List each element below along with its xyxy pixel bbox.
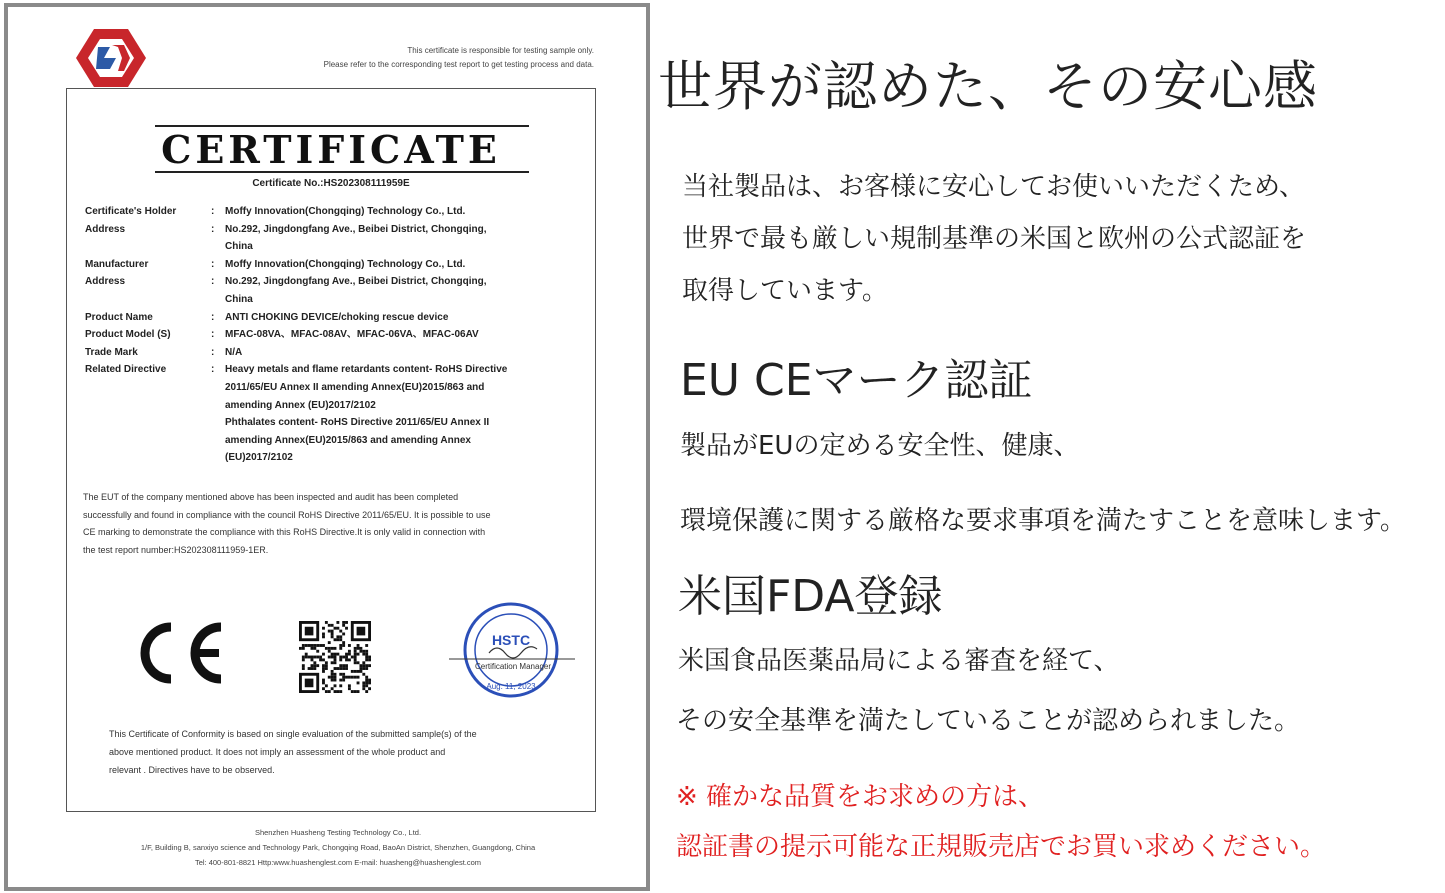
qr-module [334, 673, 337, 676]
qr-module [311, 656, 314, 659]
qr-module [334, 676, 337, 679]
qr-module [334, 656, 337, 659]
qr-module [319, 644, 322, 647]
field-row [85, 326, 585, 344]
qr-module [362, 664, 365, 667]
qr-module [342, 667, 345, 670]
qr-module [322, 679, 325, 682]
qr-module [357, 690, 360, 693]
field-colon: : [211, 364, 215, 376]
qr-module [354, 690, 357, 693]
qr-module [325, 661, 328, 664]
qr-module [331, 661, 334, 664]
qr-module [362, 653, 365, 656]
statement-line: successfully and found in compliance with the council RoHS Directive 2011/65/EU. It is possible to use [83, 509, 491, 520]
qr-module [316, 650, 319, 653]
qr-module [328, 641, 331, 644]
qr-module [336, 667, 339, 670]
qr-module [334, 679, 337, 682]
qr-module [351, 656, 354, 659]
qr-module [365, 681, 368, 684]
qr-module [336, 690, 339, 693]
field-row [85, 309, 585, 327]
qr-module [331, 679, 334, 682]
field-label: Product Name [85, 311, 153, 323]
qr-module [308, 644, 311, 647]
qr-module [348, 650, 351, 653]
field-label [85, 379, 211, 397]
qr-module [354, 676, 357, 679]
qr-module [359, 670, 362, 673]
field-colon [211, 291, 225, 309]
qr-module [345, 653, 348, 656]
field-row [85, 203, 585, 221]
qr-module [305, 653, 308, 656]
qr-module [334, 653, 337, 656]
qr-module [328, 650, 331, 653]
qr-module [368, 658, 371, 661]
inspection-statement [83, 489, 591, 559]
qr-module [325, 647, 328, 650]
qr-module [325, 684, 328, 687]
qr-module [322, 644, 325, 647]
qr-module [322, 653, 325, 656]
qr-finder [357, 627, 366, 636]
qr-module [365, 656, 368, 659]
qr-module [311, 647, 314, 650]
qr-module [365, 684, 368, 687]
qr-module [328, 656, 331, 659]
qr-module [334, 658, 337, 661]
field-label [85, 414, 211, 432]
field-value: (EU)2017/2102 [225, 452, 293, 464]
conformity-line: This Certificate of Conformity is based on single evaluation of the submitted sample(s) of the [109, 729, 477, 739]
qr-module [354, 658, 357, 661]
field-label [85, 432, 211, 450]
qr-module [339, 664, 342, 667]
qr-module [331, 633, 334, 636]
fda-heading: 米国FDA登録 [678, 571, 943, 622]
qr-module [322, 635, 325, 638]
qr-module [359, 650, 362, 653]
qr-module [336, 627, 339, 630]
conformity-line: relevant . Directives have to be observed. [109, 765, 275, 775]
qr-module [345, 658, 348, 661]
qr-module [325, 621, 328, 624]
qr-module [354, 653, 357, 656]
qr-module [311, 658, 314, 661]
qr-module [339, 647, 342, 650]
qr-module [334, 684, 337, 687]
qr-module [354, 670, 357, 673]
qr-module [331, 624, 334, 627]
qr-module [328, 647, 331, 650]
field-label [85, 238, 211, 256]
qr-module [299, 647, 302, 650]
field-label: Address [85, 276, 126, 288]
certificate-number: Certificate No.:HS202308111959E [252, 178, 410, 189]
qr-module [362, 673, 365, 676]
ce-description-line: 製品がEUの定める安全性、健康、 [680, 431, 1080, 461]
field-row [85, 291, 585, 309]
disclaimer-line: Please refer to the corresponding test report to get testing process and data. [323, 60, 594, 69]
qr-module [345, 664, 348, 667]
qr-module [365, 664, 368, 667]
qr-module [305, 644, 308, 647]
qr-module [351, 676, 354, 679]
qr-module [322, 627, 325, 630]
qr-module [339, 673, 342, 676]
testing-lab-logo [72, 27, 148, 89]
qr-module [342, 621, 345, 624]
field-row [85, 256, 585, 274]
qr-module [331, 673, 334, 676]
qr-module [348, 687, 351, 690]
disclaimer [234, 44, 594, 72]
field-value: amending Annex (EU)2017/2102 [225, 399, 376, 411]
ce-heading: EU CEマーク認証 [680, 355, 1033, 406]
field-row [85, 432, 585, 450]
field-colon: : [211, 329, 215, 341]
field-colon [211, 238, 225, 256]
qr-module [342, 679, 345, 682]
title-rule [155, 171, 529, 173]
qr-module [368, 679, 371, 682]
qr-module [316, 656, 319, 659]
qr-module [357, 653, 360, 656]
qr-module [354, 661, 357, 664]
qr-module [365, 690, 368, 693]
qr-module [342, 656, 345, 659]
field-label: Certificate's Holder [85, 206, 177, 217]
field-value: 2011/65/EU Annex II amending Annex(EU)2015/863 and [225, 381, 485, 393]
intro-line: 世界で最も厳しい規制基準の米国と欧州の公式認証を [682, 224, 1307, 254]
qr-module [331, 676, 334, 679]
qr-module [302, 667, 305, 670]
qr-module [313, 667, 316, 670]
statement-line: CE marking to demonstrate the compliance with this RoHS Directive.It is only valid in connection with [83, 527, 486, 537]
qr-module [334, 638, 337, 641]
field-row [85, 238, 585, 256]
qr-module [334, 690, 337, 693]
qr-module [316, 644, 319, 647]
field-value: China [225, 293, 253, 305]
field-value: N/A [225, 346, 243, 358]
qr-module [336, 635, 339, 638]
qr-module [319, 658, 322, 661]
footer-line: Tel: 400-801-8821 Http:www.huashenglest.com E-mail: huasheng@huashenglest.com [194, 858, 482, 867]
field-row [85, 397, 585, 415]
qr-module [339, 635, 342, 638]
qr-module [365, 644, 368, 647]
qr-module [313, 644, 316, 647]
qr-module [365, 658, 368, 661]
qr-module [351, 690, 354, 693]
qr-module [354, 650, 357, 653]
qr-module [325, 667, 328, 670]
qr-module [313, 647, 316, 650]
qr-module [322, 658, 325, 661]
intro-line: 取得しています。 [682, 276, 888, 306]
qr-module [334, 647, 337, 650]
main-heading: 世界が認めた、その安心感 [658, 55, 1318, 118]
qr-module [345, 656, 348, 659]
qr-module [359, 664, 362, 667]
qr-module [308, 656, 311, 659]
field-row [85, 221, 585, 239]
qr-module [336, 653, 339, 656]
field-value: Phthalates content- RoHS Directive 2011/65/EU Annex II [225, 417, 490, 429]
qr-finder [305, 679, 314, 688]
qr-module [331, 656, 334, 659]
qr-module [302, 644, 305, 647]
qr-module [368, 681, 371, 684]
qr-module [362, 667, 365, 670]
ce-description-line: 環境保護に関する厳格な要求事項を満たすことを意味します。 [680, 506, 1406, 536]
field-row [85, 344, 585, 362]
field-colon [211, 414, 225, 432]
qr-module [357, 647, 360, 650]
qr-module [365, 679, 368, 682]
field-label: Manufacturer [85, 258, 149, 270]
field-value: Heavy metals and flame retardants content- RoHS Directive [225, 364, 508, 376]
qr-module [357, 676, 360, 679]
qr-module [348, 658, 351, 661]
qr-module [342, 664, 345, 667]
qr-module [331, 647, 334, 650]
qr-module [302, 656, 305, 659]
qr-module [357, 644, 360, 647]
footer-line: 1/F, Building B, sanxiyo science and Technology Park, Chongqing Road, BaoAn District, Shenzhen, Guangdong, China [140, 843, 536, 852]
qr-module [322, 664, 325, 667]
field-colon: : [211, 258, 215, 270]
qr-module [342, 644, 345, 647]
qr-module [322, 670, 325, 673]
qr-module [331, 635, 334, 638]
qr-code [299, 621, 371, 693]
field-label: Related Directive [85, 364, 167, 376]
notice-line: ※ 確かな品質をお求めの方は、 [676, 782, 1045, 812]
qr-module [354, 647, 357, 650]
qr-module [336, 621, 339, 624]
qr-module [365, 650, 368, 653]
field-colon: : [211, 346, 215, 358]
qr-module [322, 633, 325, 636]
field-colon [211, 449, 225, 467]
qr-module [334, 661, 337, 664]
field-value: Moffy Innovation(Chongqing) Technology Co., Ltd. [225, 206, 466, 217]
field-colon [211, 397, 225, 415]
field-value: ANTI CHOKING DEVICE/choking rescue device [225, 311, 449, 323]
qr-module [368, 687, 371, 690]
qr-module [345, 667, 348, 670]
field-value: China [225, 241, 253, 253]
qr-module [339, 667, 342, 670]
qr-module [357, 681, 360, 684]
statement-line: The EUT of the company mentioned above has been inspected and audit has been completed [83, 492, 459, 502]
field-row [85, 414, 585, 432]
notice-line: 認証書の提示可能な正規販売店でお買い求めください。 [676, 832, 1327, 862]
ce-mark-logo [131, 621, 227, 685]
field-colon: : [211, 276, 215, 288]
field-label [85, 397, 211, 415]
qr-module [328, 690, 331, 693]
qr-module [311, 667, 314, 670]
field-row [85, 449, 585, 467]
qr-module [322, 681, 325, 684]
qr-module [339, 658, 342, 661]
conformity-line: above mentioned product. It does not imply an assessment of the whole product and [109, 747, 446, 757]
qr-module [325, 690, 328, 693]
qr-module [348, 653, 351, 656]
qr-module [368, 664, 371, 667]
fda-description-line: その安全基準を満たしていることが認められました。 [676, 706, 1301, 736]
qr-module [334, 627, 337, 630]
certificate-title: CERTIFICATE [161, 127, 501, 172]
lab-footer [78, 825, 598, 870]
qr-module [362, 661, 365, 664]
fda-description-line: 米国食品医薬品局による審査を経て、 [678, 646, 1120, 676]
qr-module [365, 676, 368, 679]
qr-module [351, 670, 354, 673]
field-label: Product Model (S) [85, 329, 171, 341]
qr-module [342, 676, 345, 679]
qr-module [339, 644, 342, 647]
field-value: No.292, Jingdongfang Ave., Beibei District, Chongqing, [225, 223, 487, 235]
qr-module [339, 656, 342, 659]
footer-line: Shenzhen Huasheng Testing Technology Co., Ltd. [254, 828, 422, 837]
qr-module [359, 647, 362, 650]
field-colon: : [211, 311, 215, 323]
qr-module [302, 658, 305, 661]
qr-module [342, 624, 345, 627]
qr-module [357, 670, 360, 673]
qr-module [354, 656, 357, 659]
certification-stamp [449, 601, 577, 699]
intro-line: 当社製品は、お客様に安心してお使いいただくため、 [682, 172, 1305, 202]
qr-module [331, 687, 334, 690]
certificate-image [4, 3, 650, 891]
qr-module [342, 633, 345, 636]
stamp-top-text: HSTC [491, 632, 531, 648]
qr-module [357, 661, 360, 664]
field-label [85, 291, 211, 309]
stamp-middle-text: Certification Manager [474, 662, 552, 671]
qr-module [319, 656, 322, 659]
certificate-fields [85, 203, 585, 467]
qr-module [302, 664, 305, 667]
field-row [85, 361, 585, 379]
qr-module [339, 684, 342, 687]
field-colon: : [211, 223, 215, 235]
qr-module [328, 630, 331, 633]
qr-module [313, 656, 316, 659]
qr-module [331, 630, 334, 633]
qr-module [305, 656, 308, 659]
qr-module [322, 667, 325, 670]
field-value: amending Annex(EU)2015/863 and amending Annex [225, 434, 471, 446]
qr-module [334, 667, 337, 670]
disclaimer-line: This certificate is responsible for testing sample only. [407, 46, 594, 55]
qr-module [362, 687, 365, 690]
qr-module [339, 638, 342, 641]
qr-module [328, 624, 331, 627]
qr-module [365, 653, 368, 656]
qr-module [313, 664, 316, 667]
qr-module [311, 664, 314, 667]
qr-module [362, 681, 365, 684]
qr-module [339, 690, 342, 693]
qr-module [348, 684, 351, 687]
field-value: Moffy Innovation(Chongqing) Technology Co., Ltd. [225, 258, 466, 270]
qr-module [308, 667, 311, 670]
qr-module [345, 621, 348, 624]
qr-module [339, 679, 342, 682]
statement-line: the test report number:HS202308111959-1ER. [83, 544, 269, 555]
conformity-note [109, 725, 569, 779]
qr-module [313, 661, 316, 664]
qr-module [331, 653, 334, 656]
field-row [85, 379, 585, 397]
qr-module [365, 667, 368, 670]
qr-module [368, 656, 371, 659]
qr-module [311, 644, 314, 647]
qr-module [345, 676, 348, 679]
qr-module [359, 667, 362, 670]
field-row [85, 273, 585, 291]
certificate-body [66, 88, 596, 812]
qr-module [325, 664, 328, 667]
qr-module [342, 673, 345, 676]
qr-module [328, 676, 331, 679]
field-label [85, 449, 211, 467]
field-value: MFAC-08VA、MFAC-08AV、MFAC-06VA、MFAC-06AV [225, 329, 479, 341]
qr-module [362, 684, 365, 687]
field-colon: : [211, 206, 215, 217]
qr-module [348, 676, 351, 679]
qr-module [331, 670, 334, 673]
stamp-date-text: Aug. 11, 2023 [486, 682, 536, 691]
qr-module [345, 627, 348, 630]
qr-module [348, 644, 351, 647]
qr-module [336, 638, 339, 641]
qr-module [302, 647, 305, 650]
qr-module [362, 650, 365, 653]
qr-finder [305, 627, 314, 636]
field-label: Address [85, 223, 126, 235]
field-label: Trade Mark [85, 346, 138, 358]
qr-module [316, 664, 319, 667]
qr-module [342, 641, 345, 644]
qr-module [322, 687, 325, 690]
field-colon [211, 432, 225, 450]
field-value: No.292, Jingdongfang Ave., Beibei District, Chongqing, [225, 276, 487, 288]
field-colon [211, 379, 225, 397]
qr-module [339, 630, 342, 633]
